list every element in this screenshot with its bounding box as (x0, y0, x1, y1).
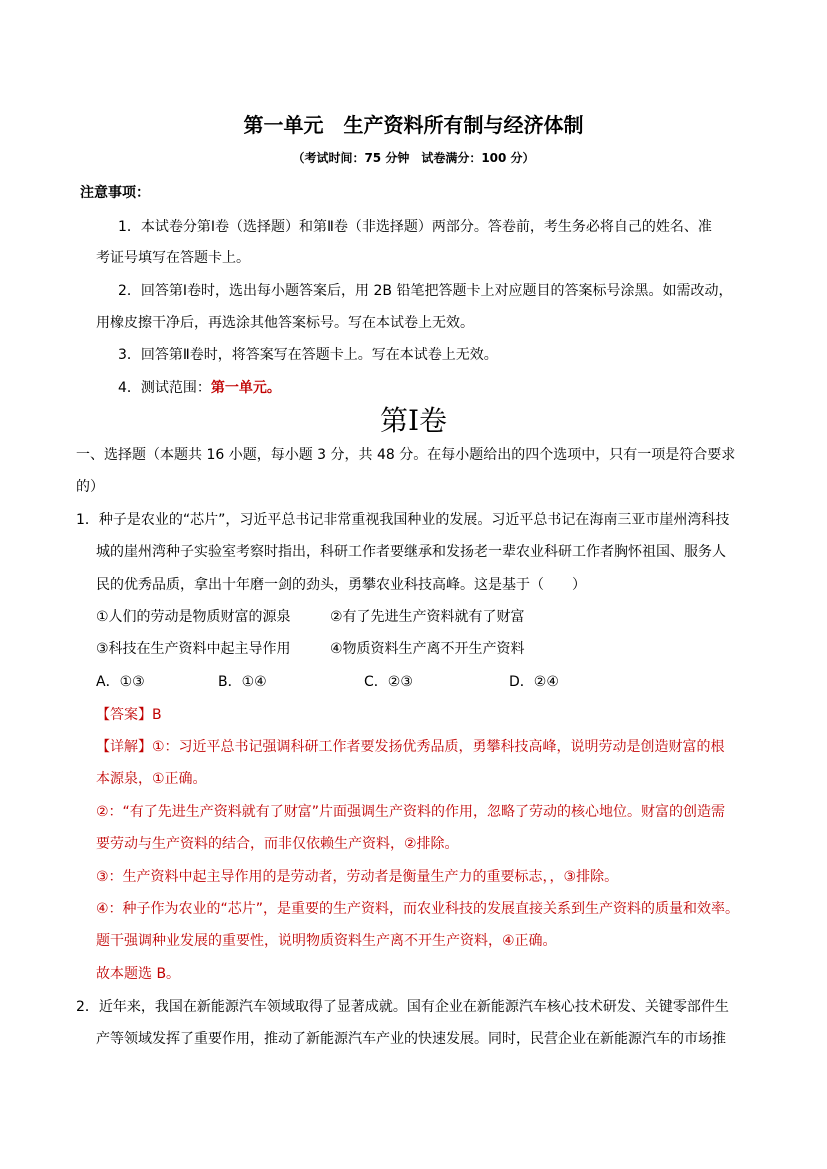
q1-stem-line-1: 1．种子是农业的“芯片”，习近平总书记非常重视我国种业的发展。习近平总书记在海南三亚市崖州湾科技 (76, 512, 730, 528)
notice-item-3: 3．回答第Ⅱ卷时，将答案写在答题卡上。写在本试卷上无效。 (118, 347, 498, 363)
q2-stem-line-2: 产等领域发挥了重要作用，推动了新能源汽车产业的快速发展。同时，民营企业在新能源汽车的市场推 (96, 1031, 726, 1047)
q1-detail-2-line-1: ②：“有了先进生产资料就有了财富”片面强调生产资料的作用，忽略了劳动的核心地位。财富的创造需 (96, 804, 726, 820)
q1-choice-d: D．②④ (509, 674, 559, 690)
notice-item-1-line-1: 1．本试卷分第Ⅰ卷（选择题）和第Ⅱ卷（非选择题）两部分。答卷前，考生务必将自己的姓名、准 (118, 219, 712, 235)
part1-heading-line-2: 的） (76, 479, 104, 495)
notice-item-2-line-1: 2．回答第Ⅰ卷时，选出每小题答案后，用 2B 铅笔把答题卡上对应题目的答案标号涂黑。如需改动， (118, 283, 733, 299)
page-title: 第一单元 生产资料所有制与经济体制 (243, 113, 584, 137)
q1-statement-4: ④物质资料生产离不开生产资料 (330, 641, 525, 657)
part1-heading-line-1: 一、选择题（本题共 16 小题，每小题 3 分，共 48 分。在每小题给出的四个选项中，只有一项是符合要求 (76, 447, 736, 463)
q2-stem-line-1: 2．近年来，我国在新能源汽车领域取得了显著成就。国有企业在新能源汽车核心技术研发、关键零部件生 (76, 999, 729, 1015)
q1-detail-1-line-1: 【详解】①：习近平总书记强调科研工作者要发扬优秀品质，勇攀科技高峰，说明劳动是创造财富的根 (96, 739, 725, 755)
test-scope: 第一单元。 (210, 380, 281, 396)
q1-statement-1: ①人们的劳动是物质财富的源泉 (96, 609, 291, 625)
q1-detail-4-line-1: ④：种子作为农业的“芯片”，是重要的生产资料，而农业科技的发展直接关系到生产资料的质量和效率。 (96, 901, 740, 917)
q1-detail-3: ③：生产资料中起主导作用的是劳动者，劳动者是衡量生产力的重要标志，，③排除。 (96, 869, 619, 885)
q1-detail-2-line-2: 要劳动与生产资料的结合，而非仅依赖生产资料，②排除。 (96, 836, 459, 852)
q1-detail-4-line-2: 题干强调种业发展的重要性，说明物质资料生产离不开生产资料，④正确。 (96, 933, 557, 949)
q1-choice-a: A．①③ (96, 674, 145, 690)
q1-statement-2: ②有了先进生产资料就有了财富 (330, 609, 525, 625)
q1-answer: 【答案】B (96, 707, 162, 723)
section-title: 第Ⅰ卷 (379, 404, 448, 437)
notice-item-4 (118, 379, 281, 397)
q1-choice-b: B．①④ (218, 674, 267, 690)
q1-detail-1-line-2: 本源泉，①正确。 (96, 771, 207, 787)
q1-statement-3: ③科技在生产资料中起主导作用 (96, 641, 291, 657)
notice-heading: 注意事项： (80, 185, 150, 201)
q1-conclusion: 故本题选 B。 (96, 966, 181, 982)
q1-choice-c: C．②③ (364, 674, 413, 690)
notice-item-1-line-2: 考证号填写在答题卡上。 (96, 250, 250, 266)
notice-item-4-prefix: 4．测试范围： (118, 380, 211, 396)
q1-stem-line-2: 城的崖州湾种子实验室考察时指出，科研工作者要继承和发扬老一辈农业科研工作者胸怀祖国、服务人 (96, 544, 726, 560)
notice-item-2-line-2: 用橡皮擦干净后，再选涂其他答案标号。写在本试卷上无效。 (96, 315, 474, 331)
exam-info: （考试时间：75 分钟 试卷满分：100 分） (292, 151, 535, 165)
q1-stem-line-3: 民的优秀品质，拿出十年磨一剑的劲头，勇攀农业科技高峰。这是基于（ ） (96, 577, 586, 593)
